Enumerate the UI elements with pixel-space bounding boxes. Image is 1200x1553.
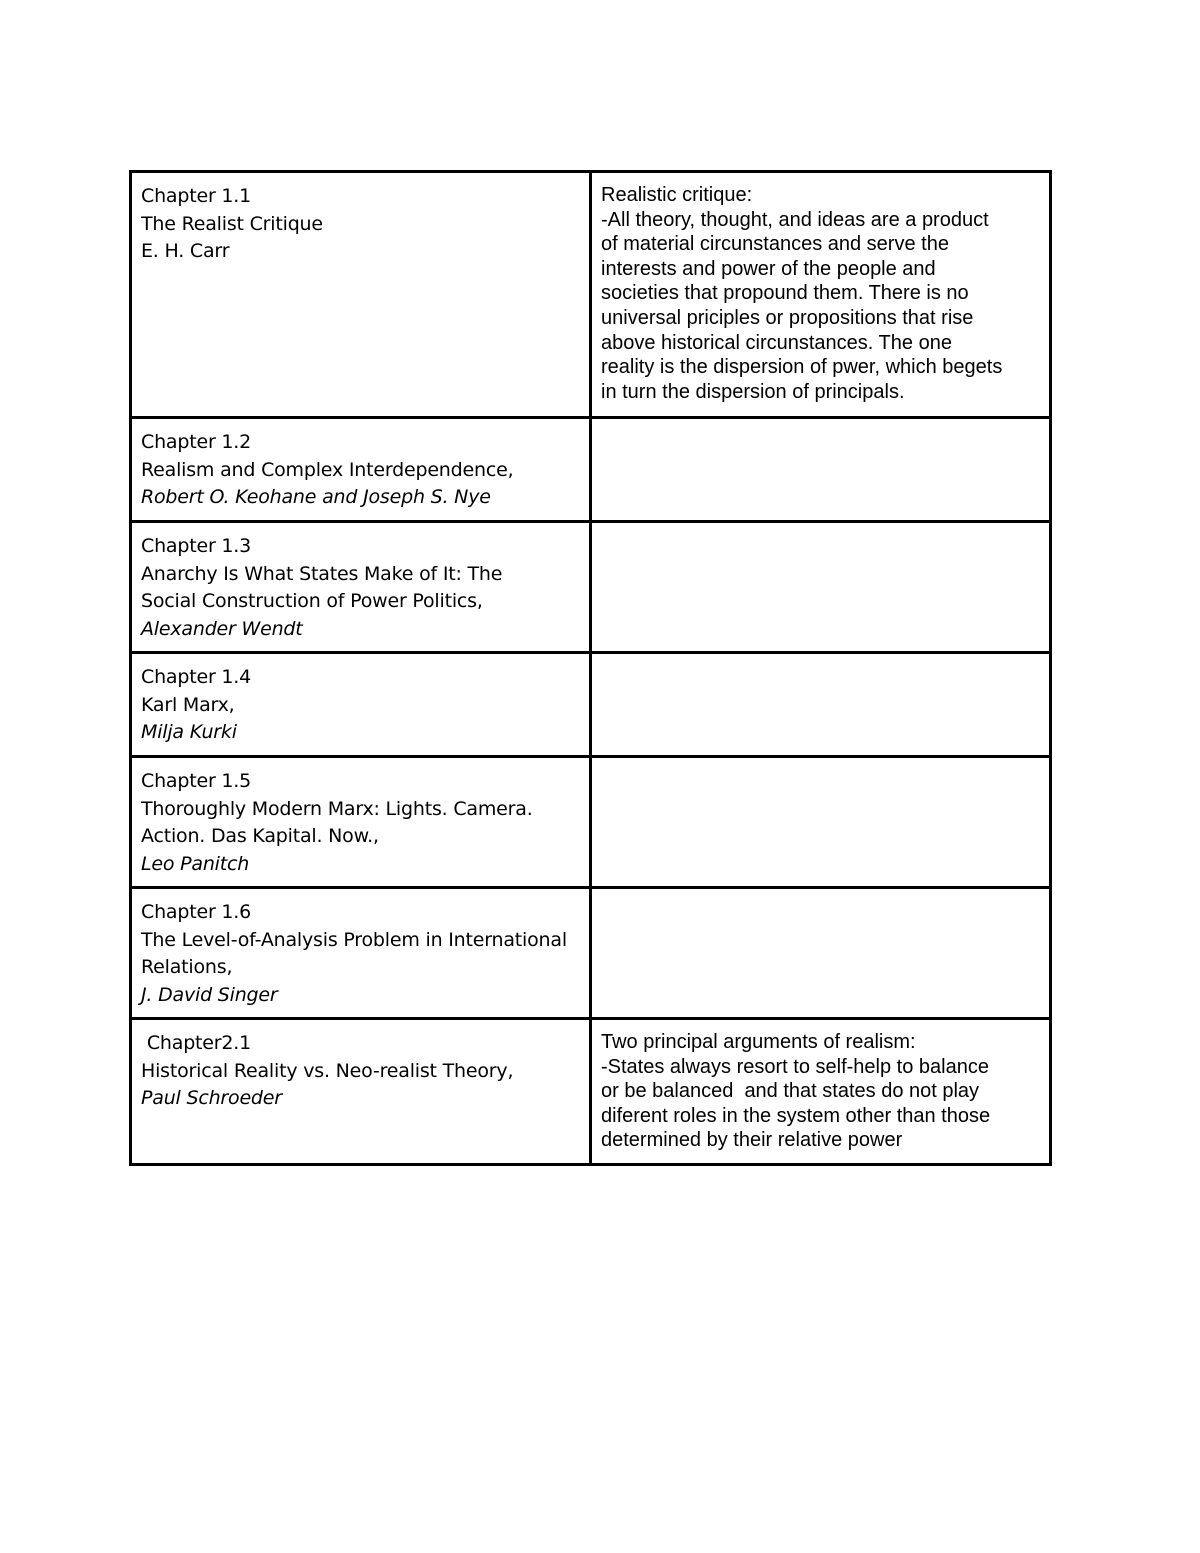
notes-cell bbox=[591, 888, 1051, 1019]
chapter-cell bbox=[131, 1019, 591, 1165]
notes-line: diferent roles in the system other than those bbox=[601, 1104, 991, 1127]
chapter-notes-table bbox=[129, 170, 1052, 1166]
chapter-author: J. David Singer bbox=[141, 983, 278, 1006]
chapter-author: Alexander Wendt bbox=[141, 617, 303, 640]
chapter-cell bbox=[131, 888, 591, 1019]
chapter-number: Chapter 1.3 bbox=[141, 535, 252, 557]
chapter-title: Karl Marx, bbox=[141, 693, 235, 716]
chapter-number: Chapter2.1 bbox=[141, 1032, 252, 1054]
chapter-title: Realism and Complex Interdependence, bbox=[141, 458, 514, 481]
chapter-author: Paul Schroeder bbox=[141, 1087, 282, 1109]
chapter-title: The Realist Critique bbox=[141, 212, 323, 235]
notes-cell bbox=[591, 653, 1051, 757]
notes-cell bbox=[591, 757, 1051, 888]
notes-line: or be balanced and that states do not play bbox=[601, 1080, 980, 1103]
notes-line: of material circunstances and serve the bbox=[601, 233, 949, 256]
table-row bbox=[131, 418, 1051, 522]
notes-cell bbox=[591, 522, 1051, 653]
chapter-cell bbox=[131, 757, 591, 888]
notes-line: above historical circunstances. The one bbox=[601, 331, 952, 354]
chapter-author: Milja Kurki bbox=[141, 721, 237, 743]
table-row bbox=[131, 757, 1051, 888]
chapter-number: Chapter 1.4 bbox=[141, 666, 252, 688]
notes-line: reality is the dispersion of pwer, which begets bbox=[601, 356, 1003, 379]
table-row bbox=[131, 1019, 1051, 1165]
table-row bbox=[131, 522, 1051, 653]
chapter-number: Chapter 1.6 bbox=[141, 901, 252, 923]
chapter-author: Robert O. Keohane and Joseph S. Nye bbox=[141, 486, 491, 508]
notes-cell bbox=[591, 1019, 1051, 1165]
chapter-title: Social Construction of Power Politics, bbox=[141, 590, 483, 612]
table-row bbox=[131, 172, 1051, 418]
notes-line: -States always resort to self-help to balance bbox=[601, 1055, 989, 1078]
chapter-title: Thoroughly Modern Marx: Lights. Camera. bbox=[141, 797, 533, 820]
notes-line: -All theory, thought, and ideas are a product bbox=[601, 208, 989, 231]
chapter-number: Chapter 1.1 bbox=[141, 185, 252, 207]
chapter-title: Anarchy Is What States Make of It: The bbox=[141, 562, 503, 585]
notes-line: in turn the dispersion of principals. bbox=[601, 380, 905, 403]
chapter-title: Action. Das Kapital. Now., bbox=[141, 825, 379, 847]
notes-line: interests and power of the people and bbox=[601, 257, 936, 280]
chapter-author: E. H. Carr bbox=[141, 240, 230, 262]
chapter-number: Chapter 1.5 bbox=[141, 770, 252, 792]
chapter-title: Historical Reality vs. Neo-realist Theory, bbox=[141, 1059, 514, 1082]
notes-cell bbox=[591, 418, 1051, 522]
notes-line: societies that propound them. There is no bbox=[601, 282, 969, 305]
table-row bbox=[131, 653, 1051, 757]
chapter-title: The Level-of-Analysis Problem in International bbox=[141, 928, 567, 951]
chapter-author: Leo Panitch bbox=[141, 852, 250, 875]
chapter-cell bbox=[131, 653, 591, 757]
chapter-number: Chapter 1.2 bbox=[141, 431, 252, 453]
notes-cell bbox=[591, 172, 1051, 418]
notes-line: determined by their relative power bbox=[601, 1129, 903, 1152]
notes-line: universal priciples or propositions that rise bbox=[601, 306, 974, 329]
table-row bbox=[131, 888, 1051, 1019]
notes-line: Realistic critique: bbox=[601, 184, 753, 206]
chapter-cell bbox=[131, 418, 591, 522]
chapter-cell bbox=[131, 522, 591, 653]
chapter-cell bbox=[131, 172, 591, 418]
notes-line: Two principal arguments of realism: bbox=[601, 1031, 916, 1053]
chapter-title: Relations, bbox=[141, 956, 233, 978]
